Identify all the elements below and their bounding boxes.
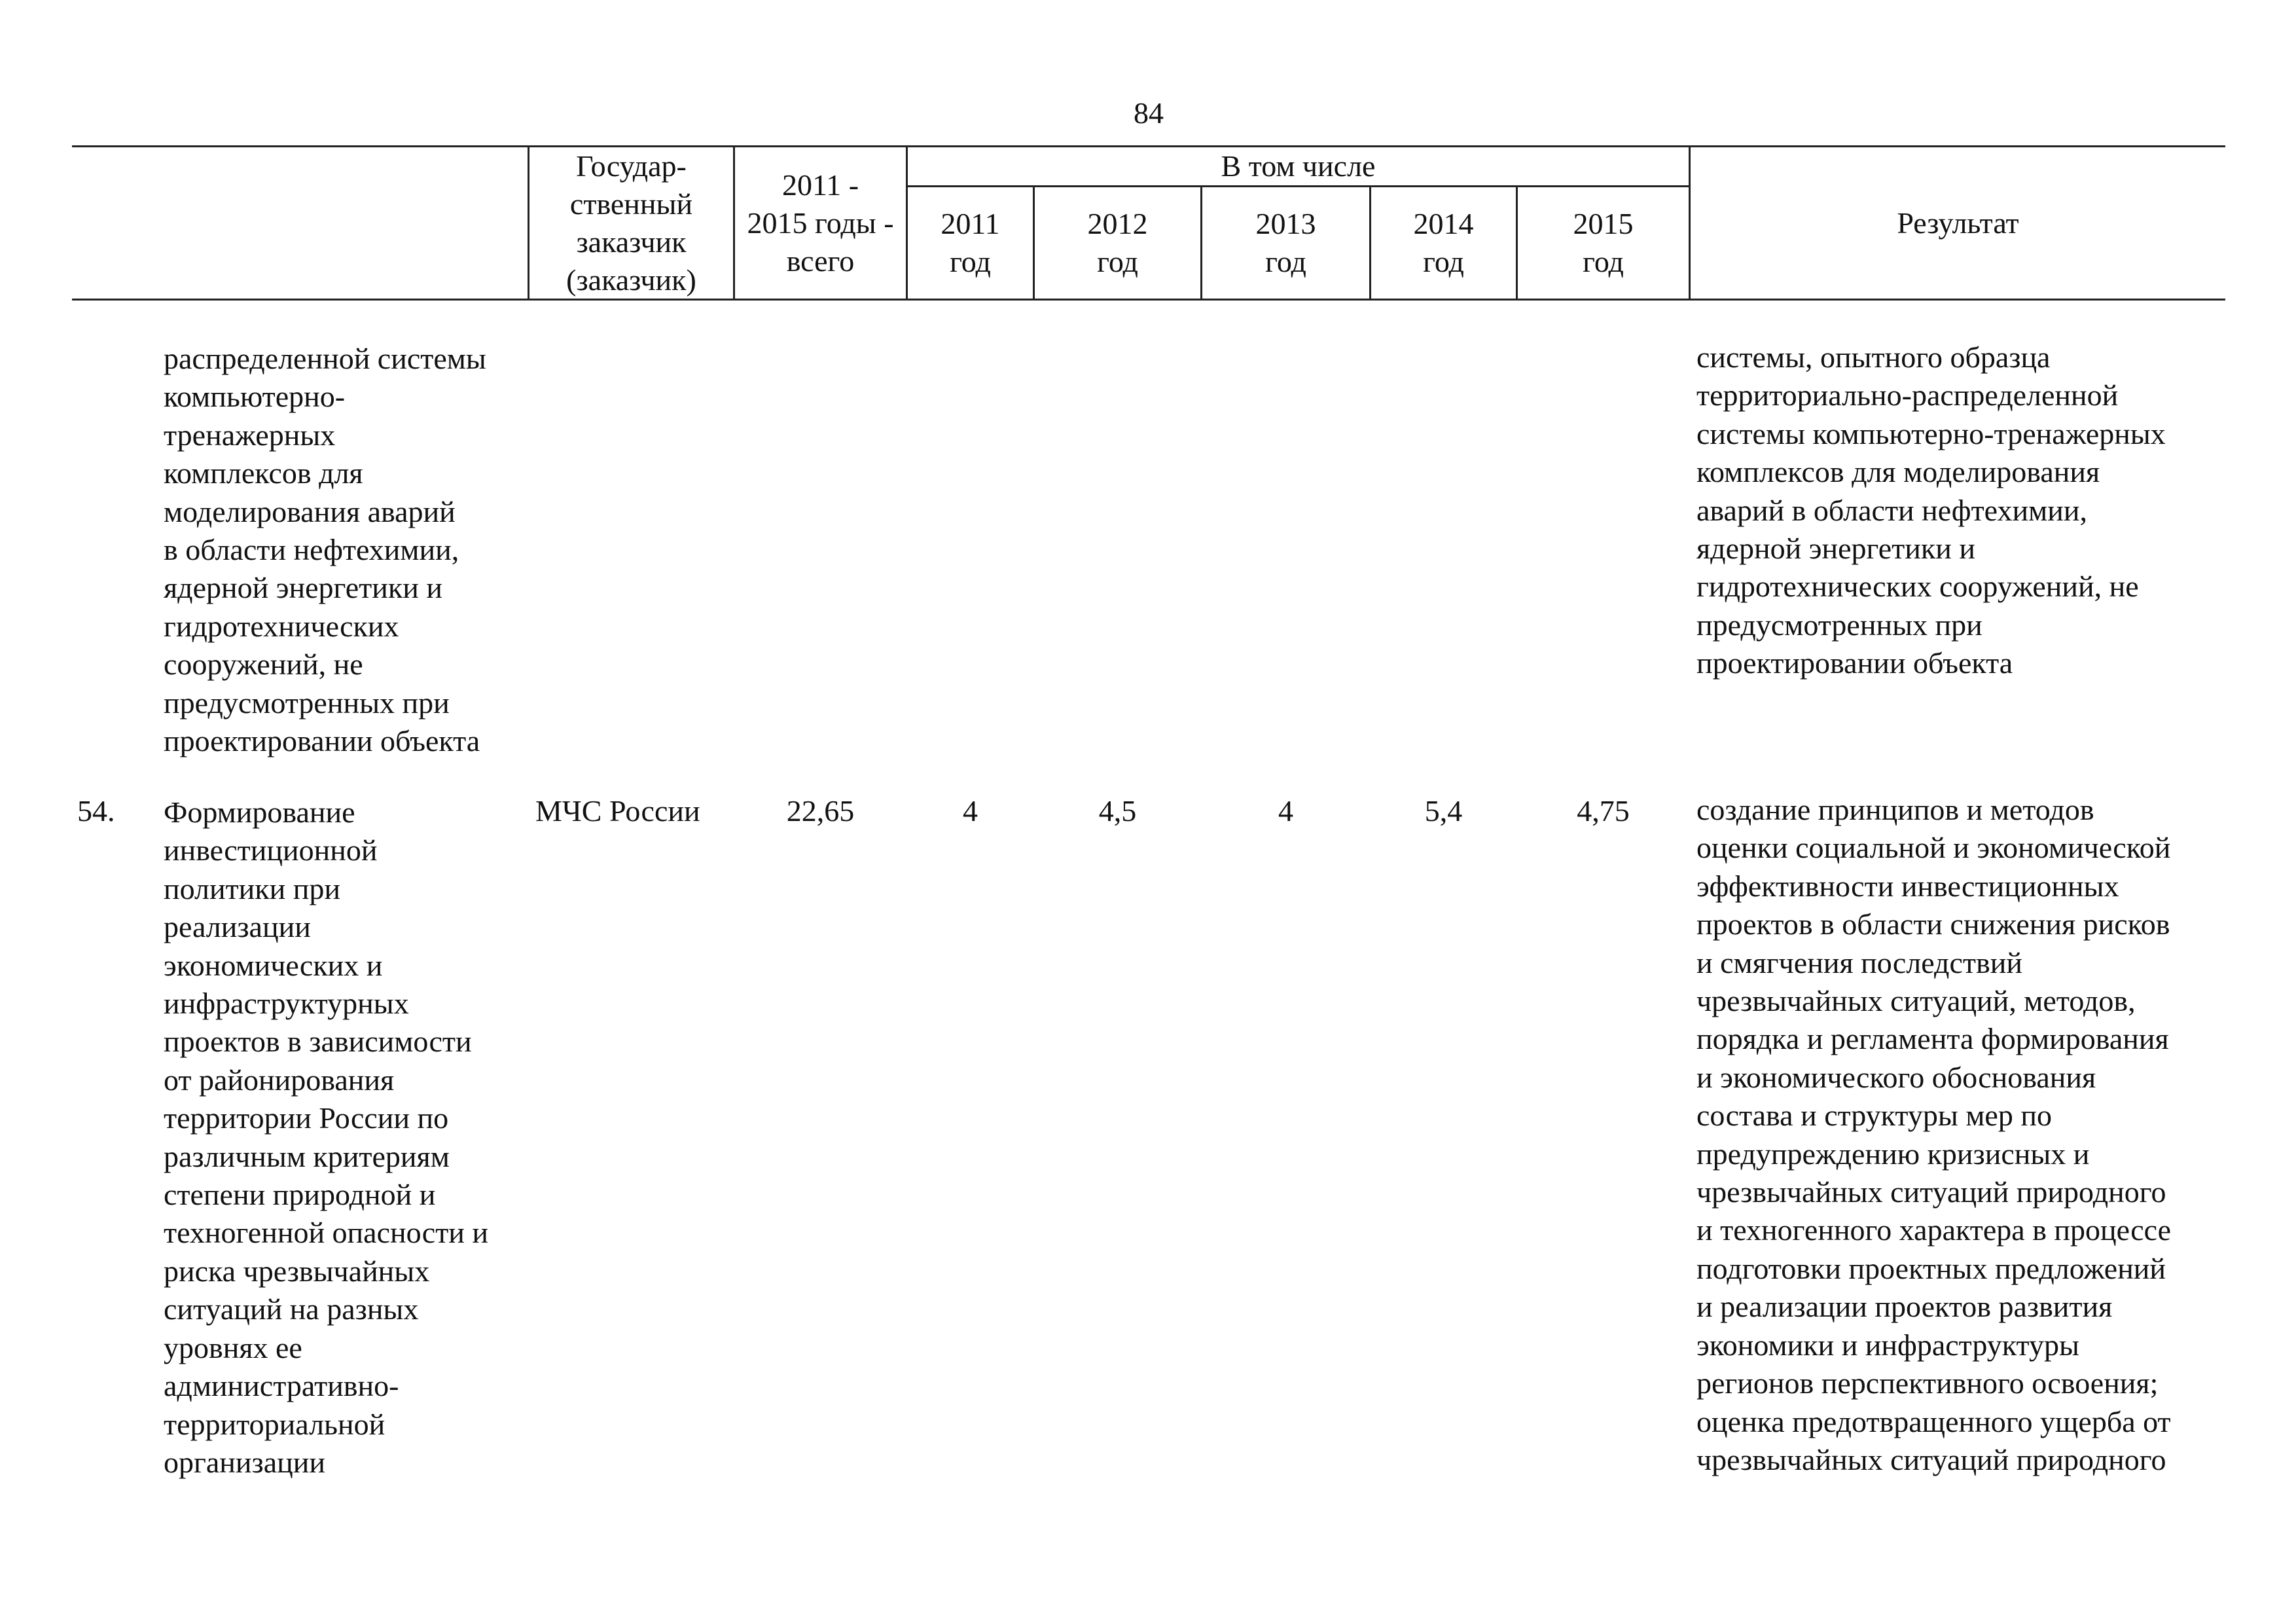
header-result: Результат — [1897, 206, 2019, 240]
header-bottom-rule — [72, 299, 2225, 301]
header-year-2014: 2014 год — [1413, 207, 1474, 278]
header-year-2013: 2013 год — [1255, 207, 1316, 278]
row-value-2011: 4 — [963, 794, 978, 828]
header-customer: Государ- ственный заказчик (заказчик) — [566, 149, 696, 297]
row-result: создание принципов и методов оценки социальной и экономической эффективности инвестиционных проектов в области снижения рисков и смягчения последствий чрезвычайных ситуаций, методов, порядка и регламента формирования и экономического обоснования состава и структуры мер по предупреждению кризисных и чрезвычайных ситуаций природного и техногенного характера в процессе подготовки проектных предложений и реализации проектов развития экономики и инфраструктуры регионов перспективного освоения; оценка предотвращенного ущерба от чрезвычайных ситуаций природного — [1696, 793, 2172, 1476]
row-result: системы, опытного образца территориально-распределенной системы компьютерно-тренажерных комплексов для моделирования аварий в области нефтехимии, ядерной энергетики и гидротехнических сооружений, не предусмотренных при проектировании объекта — [1696, 340, 2166, 680]
row-total-value: 22,65 — [786, 794, 855, 828]
row-value-2015: 4,75 — [1577, 794, 1630, 828]
row-name: Формирование инвестиционной политики при реализации экономических и инфраструктурных проектов в зависимости от районирования территории России по различным критериям степени природной и техногенной опасности и риска чрезвычайных ситуаций на разных уровнях ее административно- территориальной организации — [164, 795, 489, 1479]
header-year-2015: 2015 год — [1573, 207, 1634, 278]
row-value-2012: 4,5 — [1098, 794, 1137, 828]
row-customer: МЧС России — [535, 794, 700, 828]
header-total: 2011 - 2015 годы - всего — [747, 168, 894, 278]
row-value-2013: 4 — [1278, 794, 1293, 828]
row-number: 54. — [77, 794, 115, 828]
row-value-2014: 5,4 — [1424, 794, 1463, 828]
page-number: 84 — [1134, 96, 1164, 130]
header-year-2011: 2011 год — [941, 207, 1000, 278]
row-name: распределенной системы компьютерно- тренажерных комплексов для моделирования аварий в области нефтехимии, ядерной энергетики и гидротехнических сооружений, не предусмотренных при проектировании объекта — [164, 342, 486, 758]
header-including: В том числе — [1221, 149, 1376, 183]
header-year-2012: 2012 год — [1087, 207, 1148, 278]
